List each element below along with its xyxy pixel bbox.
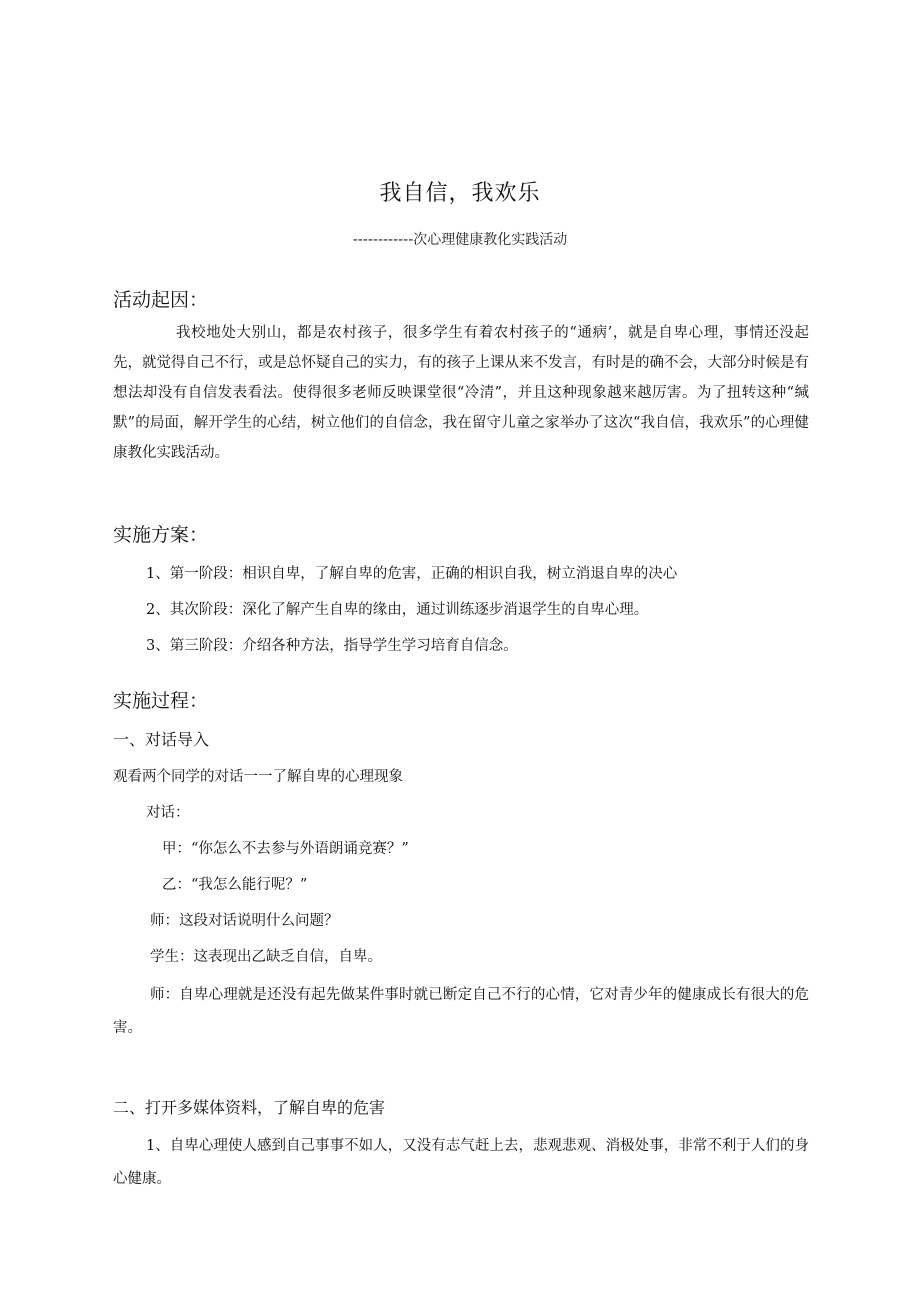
section2-item-1: 1、自卑心理使人感到自己事事不如人，又没有志气赶上去，悲观悲观、消极处事，非常不利于人们的身心健康。: [113, 1138, 809, 1187]
section1-intro: 观看两个同学的对话一一了解自卑的心理现象: [113, 769, 403, 785]
plan-item-3: 3、第三阶段：介绍各种方法，指导学生学习培育自信念。: [146, 638, 518, 654]
section1-heading: 一、对话导入: [113, 730, 210, 749]
heading-origin: 活动起因：: [113, 289, 209, 311]
dialog-line-a: 甲：“你怎么不去参与外语朗诵竞赛？”: [162, 841, 409, 857]
section2-heading: 二、打开多媒体资料，了解自卑的危害: [113, 1098, 386, 1117]
plan-item-1: 1、第一阶段：相识自卑，了解自卑的危害，正确的相识自我，树立消退自卑的决心: [146, 566, 678, 582]
document-subtitle: ------------次心理健康教化实践活动: [352, 232, 568, 248]
heading-process: 实施过程：: [113, 690, 209, 712]
plan-item-2: 2、其次阶段：深化了解产生自卑的缘由，通过训练逐步消退学生的自卑心理。: [146, 602, 649, 618]
dialog-label: 对话：: [146, 805, 190, 821]
origin-paragraph: 我校地处大别山，都是农村孩子，很多学生有着农村孩子的“通病’，就是自卑心理，事情还没起先，就觉得自己不行，或是总怀疑自己的实力，有的孩子上课从来不发言，有时是的确不会，大部分时候是有想法却没有自信发表看法。使得很多老师反映课堂很“冷清”，并且这种现象越来越厉害。为了扭转这种“缄默”的局面，解开学生的心结，树立他们的自信念，我在留守儿童之家举办了这次“我自信，我欢乐”的心理健康教化实践活动。: [113, 325, 809, 461]
teacher-summary: 师：自卑心理就是还没有起先做某件事时就已断定自己不行的心情，它对青少年的健康成长有很大的危害。: [113, 987, 809, 1036]
heading-plan: 实施方案：: [113, 524, 209, 546]
document-title: 我自信，我欢乐: [379, 181, 541, 206]
student-answer: 学生：这表现出乙缺乏自信，自卑。: [150, 949, 382, 965]
dialog-line-b: 乙：“我怎么能行呢？”: [162, 877, 308, 893]
teacher-question: 师：这段对话说明什么问题？: [150, 913, 339, 929]
